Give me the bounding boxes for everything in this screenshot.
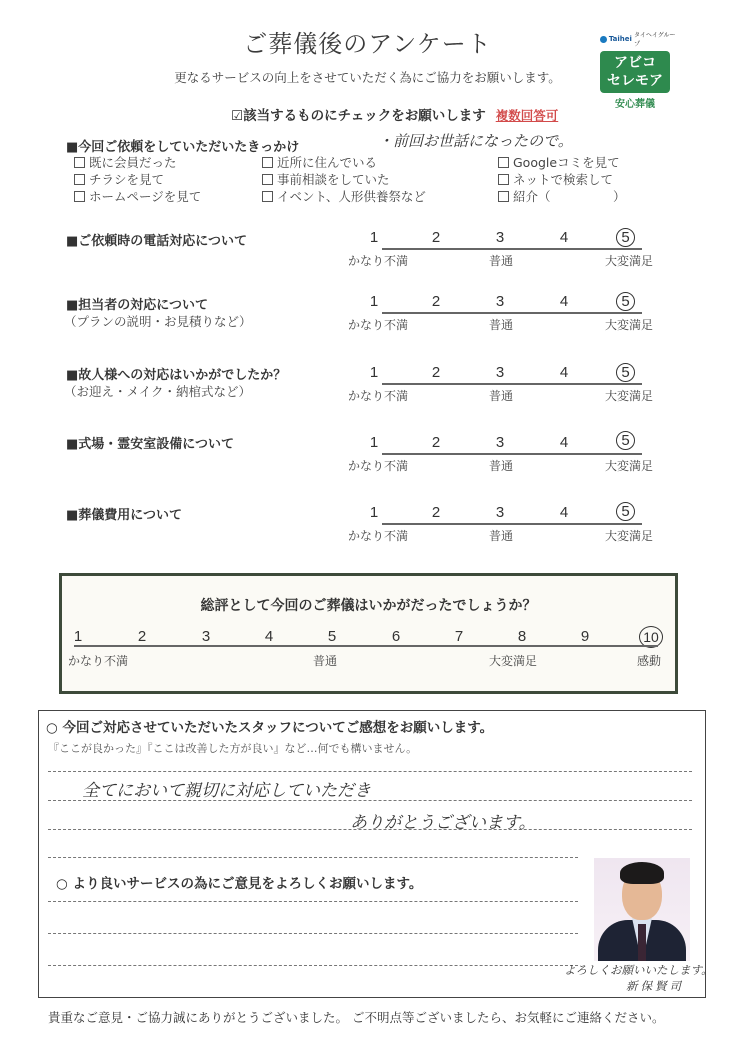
overall-option-10-selected[interactable]: 10 [639,626,663,648]
footer-thanks: 貴重なご意見・ご協力誠にありがとうございました。 ご不明点等ございましたら、お気軽にご連絡ください。 [48,1010,665,1025]
scale-label-mid: 普通 [489,318,514,332]
group-name: Taihei [608,35,632,43]
service-comment-line-2[interactable] [48,933,578,934]
overall-option-9[interactable]: 9 [580,628,590,645]
overall-option-6[interactable]: 6 [391,628,401,645]
question-deceased-care-sub: （お迎え・メイク・納棺式など） [64,384,252,399]
overall-label-top: 感動 [637,654,662,668]
reason-heading: ■今回ご依頼をしていただいたきっかけ [66,140,300,155]
question-facility-scale[interactable] [348,432,662,474]
scale-option-1[interactable]: 1 [369,293,379,310]
check-instruction [231,104,558,124]
photo-hair [620,862,664,884]
staff-comments-heading: ○ 今回ご対応させていただいたスタッフについてご感想をお願いします。 [46,720,494,736]
scale-label-mid: 普通 [489,389,514,403]
group-name-jp: タイヘイグループ [633,32,676,48]
scale-option-2[interactable]: 2 [431,504,441,521]
scale-label-high: 大変満足 [605,254,654,268]
checkbox[interactable] [262,157,273,168]
logo-name-line1: アビコ [614,55,656,71]
checkbox[interactable] [498,174,509,185]
scale-option-1[interactable]: 1 [369,504,379,521]
option-homepage[interactable]: ホームページを見て [74,187,201,205]
scale-line [382,248,642,250]
overall-scale-line [74,645,658,647]
option-google-reviews[interactable]: Googleコミを見て [498,153,620,171]
overall-option-7[interactable]: 7 [454,628,464,645]
option-prior-consultation[interactable]: 事前相談をしていた [262,170,390,188]
scale-label-mid: 普通 [489,459,514,473]
scale-option-2[interactable]: 2 [431,364,441,381]
question-staff-sub: （プランの説明・お見積りなど） [64,314,252,329]
overall-rating-box [59,573,678,694]
page-subtitle: 更なるサービスの向上をさせていただく為にご協力をお願いします。 [174,70,561,85]
scale-label-low: かなり不満 [348,254,409,268]
scale-option-5-selected[interactable]: 5 [616,363,635,382]
scale-option-2[interactable]: 2 [431,229,441,246]
overall-option-3[interactable]: 3 [201,628,211,645]
question-staff-label: ■担当者の対応について [66,298,209,313]
scale-label-mid: 普通 [489,254,514,268]
staff-photo [594,858,690,961]
scale-label-low: かなり不満 [348,389,409,403]
option-referral[interactable]: 紹介（ ） [498,187,626,205]
scale-option-3[interactable]: 3 [495,364,505,381]
staff-comment-line-1[interactable] [48,771,692,772]
question-deceased-care-scale[interactable] [348,364,662,404]
overall-label-high: 大変満足 [489,654,538,668]
staff-name: 新保賢司 [626,979,684,993]
overall-label-mid: 普通 [313,654,338,668]
checkbox[interactable] [74,174,85,185]
question-phone-scale[interactable] [348,229,662,269]
scale-option-3[interactable]: 3 [495,293,505,310]
option-neighborhood[interactable]: 近所に住んでいる [262,153,377,171]
question-facility-label: ■式場・霊安室設備について [66,437,235,452]
checkbox[interactable] [498,157,509,168]
scale-option-5-selected[interactable]: 5 [616,502,635,521]
logo-name-line2: セレモア [607,73,663,89]
question-phone-label: ■ご依頼時の電話対応について [66,234,248,249]
service-comments-heading: ○ より良いサービスの為にご意見をよろしくお願いします。 [56,876,423,892]
overall-option-1[interactable]: 1 [73,628,83,645]
scale-option-2[interactable]: 2 [431,293,441,310]
service-comment-line-3[interactable] [48,965,578,966]
staff-comment-handwritten-1: 全てにおいて親切に対応していただき [82,781,371,801]
scale-option-3[interactable]: 3 [495,434,505,451]
scale-label-high: 大変満足 [605,459,654,473]
staff-comment-line-4[interactable] [48,857,578,858]
multiple-answers-note: 複数回答可 [495,108,559,123]
question-staff-scale[interactable] [348,293,662,333]
option-event[interactable]: イベント、人形供養祭など [262,187,426,205]
scale-line [382,383,642,385]
staff-message: よろしくお願いいたします。 [564,963,713,977]
overall-option-8[interactable]: 8 [517,628,527,645]
scale-label-high: 大変満足 [605,529,654,543]
scale-option-3[interactable]: 3 [495,504,505,521]
question-cost-label: ■葬儀費用について [66,508,183,523]
staff-comment-handwritten-2: ありがとうございます。 [350,813,536,833]
scale-label-low: かなり不満 [348,529,409,543]
checkbox[interactable] [74,157,85,168]
checkbox[interactable] [74,191,85,202]
scale-label-high: 大変満足 [605,318,654,332]
group-brand [600,30,680,48]
reason-handwritten-note: ・前回お世話になったので。 [378,132,573,150]
scale-option-4[interactable]: 4 [559,293,569,310]
page-title: ご葬儀後のアンケート [243,30,492,58]
scale-option-1[interactable]: 1 [369,229,379,246]
scale-option-3[interactable]: 3 [495,229,505,246]
scale-option-4[interactable]: 4 [559,434,569,451]
scale-label-mid: 普通 [489,529,514,543]
scale-line [382,523,642,525]
option-web-search[interactable]: ネットで検索して [498,170,613,188]
logo-box [600,51,670,93]
scale-option-2[interactable]: 2 [431,434,441,451]
scale-label-low: かなり不満 [348,318,409,332]
scale-line [382,312,642,314]
scale-label-low: かなり不満 [348,459,409,473]
option-existing-member[interactable]: 既に会員だった [74,153,177,171]
company-logo [600,30,680,110]
photo-tie [638,924,646,961]
scale-label-high: 大変満足 [605,389,654,403]
scale-option-5-selected[interactable]: 5 [616,292,635,311]
scale-option-4[interactable]: 4 [559,504,569,521]
option-flyer[interactable]: チラシを見て [74,170,164,188]
scale-option-1[interactable]: 1 [369,364,379,381]
scale-option-4[interactable]: 4 [559,229,569,246]
checkbox[interactable] [498,191,509,202]
check-instruction-text: ☑該当するものにチェックをお願いします [231,108,486,124]
question-cost-scale[interactable] [348,503,662,544]
overall-question: 総評として今回のご葬儀はいかがだったでしょうか？ [200,598,537,614]
question-deceased-care-label: ■故人様への対応はいかがでしたか？ [66,368,287,383]
logo-tagline: 安心葬儀 [615,99,655,110]
scale-option-5-selected[interactable]: 5 [616,228,635,247]
scale-line [382,453,642,455]
overall-option-2[interactable]: 2 [137,628,147,645]
taihei-logo-icon [600,36,607,43]
checkbox[interactable] [262,191,273,202]
checkbox[interactable] [262,174,273,185]
overall-option-4[interactable]: 4 [264,628,274,645]
scale-option-4[interactable]: 4 [559,364,569,381]
overall-label-low: かなり不満 [68,654,129,668]
staff-comments-sub: 『ここが良かった』『ここは改善した方が良い』など…何でも構いません。 [48,742,418,755]
overall-option-5[interactable]: 5 [327,628,337,645]
service-comment-line-1[interactable] [48,901,578,902]
scale-option-1[interactable]: 1 [369,434,379,451]
scale-option-5-selected[interactable]: 5 [616,431,635,450]
